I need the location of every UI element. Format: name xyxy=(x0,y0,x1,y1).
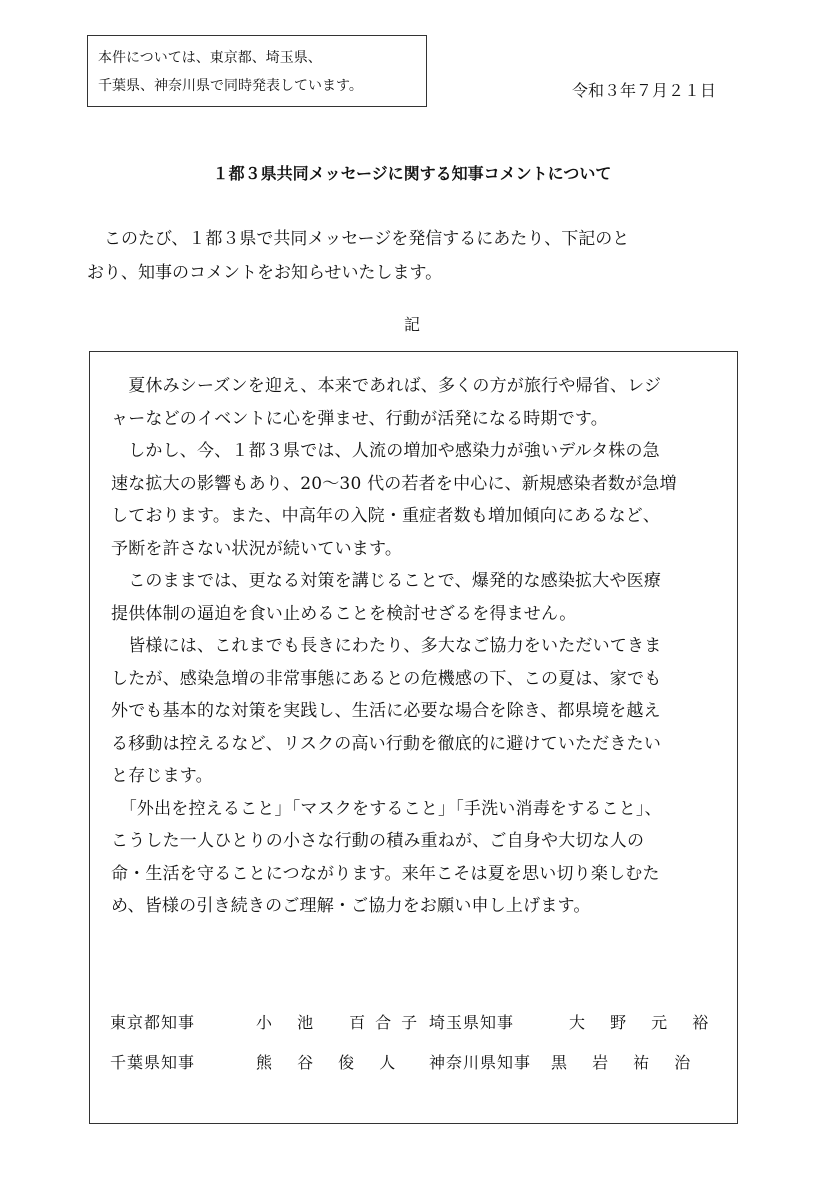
document-date: 令和３年７月２１日 xyxy=(572,81,717,100)
message-line: 「外出を控えること」「マスクをすること」「手洗い消毒をすること」、 xyxy=(111,798,662,819)
governor-title-tokyo: 東京都知事 xyxy=(110,1013,196,1032)
message-line: 命・生活を守ることにつながります。来年こそは夏を思い切り楽しむた xyxy=(111,863,660,884)
governor-name-saitama: 大 野 元 裕 xyxy=(569,1013,719,1032)
message-line: 予断を許さない状況が続いています。 xyxy=(111,538,403,559)
message-line: したが、感染急増の非常事態にあるとの危機感の下、この夏は、家でも xyxy=(111,668,662,689)
message-line: ャーなどのイベントに心を弾ませ、行動が活発になる時期です。 xyxy=(111,408,608,429)
message-line: しかし、今、１都３県では、人流の増加や感染力が強いデルタ株の急 xyxy=(111,441,660,461)
message-line: しております。また、中高年の入院・重症者数も増加傾向にあるなど、 xyxy=(111,506,661,526)
governor-title-saitama: 埼玉県知事 xyxy=(429,1013,515,1032)
governor-name-chiba: 熊 谷 俊 人 xyxy=(256,1053,406,1072)
message-line: 速な拡大の影響もあり、20～30 代の若者を中心に、新規感染者数が急増 xyxy=(111,473,677,494)
message-line: め、皆様の引き続きのご理解・ご協力をお願い申し上げます。 xyxy=(111,896,591,916)
document-title: １都３県共同メッセージに関する知事コメントについて xyxy=(212,164,612,183)
intro-line-1: このたび、１都３県で共同メッセージを発信するにあたり、下記のと xyxy=(87,229,630,249)
message-body xyxy=(111,370,721,923)
intro-line-2: おり、知事のコメントをお知らせいたします。 xyxy=(87,263,443,283)
message-line: と存じます。 xyxy=(111,766,213,786)
governor-title-kanagawa: 神奈川県知事 xyxy=(429,1053,532,1072)
notice-line-2: 千葉県、神奈川県で同時発表しています。 xyxy=(98,78,363,94)
governor-title-chiba: 千葉県知事 xyxy=(110,1053,196,1072)
message-line: 外でも基本的な対策を実践し、生活に必要な場合を除き、都県境を越え xyxy=(111,701,661,721)
message-line: 皆様には、これまでも長きにわたり、多大なご協力をいただいてきま xyxy=(111,636,662,656)
notice-line-1: 本件については、東京都、埼玉県、 xyxy=(98,50,322,66)
message-line: る移動は控えるなど、リスクの高い行動を徹底的に避けていただきたい xyxy=(111,733,662,754)
ki-heading: 記 xyxy=(403,315,420,334)
governor-name-kanagawa: 黒 岩 祐 治 xyxy=(551,1053,701,1072)
governors-message-box xyxy=(89,351,738,1124)
joint-announcement-notice-box xyxy=(87,35,427,107)
message-line: こうした一人ひとりの小さな行動の積み重ねが、ご自身や大切な人の xyxy=(111,831,645,851)
message-line: このままでは、更なる対策を講じることで、爆発的な感染拡大や医療 xyxy=(111,571,662,591)
message-line: 夏休みシーズンを迎え、本来であれば、多くの方が旅行や帰省、レジ xyxy=(111,376,662,396)
message-line: 提供体制の逼迫を食い止めることを検討せざるを得ません。 xyxy=(111,603,577,624)
governor-name-tokyo: 小 池 百合子 xyxy=(256,1013,428,1032)
intro-paragraph xyxy=(87,222,737,290)
